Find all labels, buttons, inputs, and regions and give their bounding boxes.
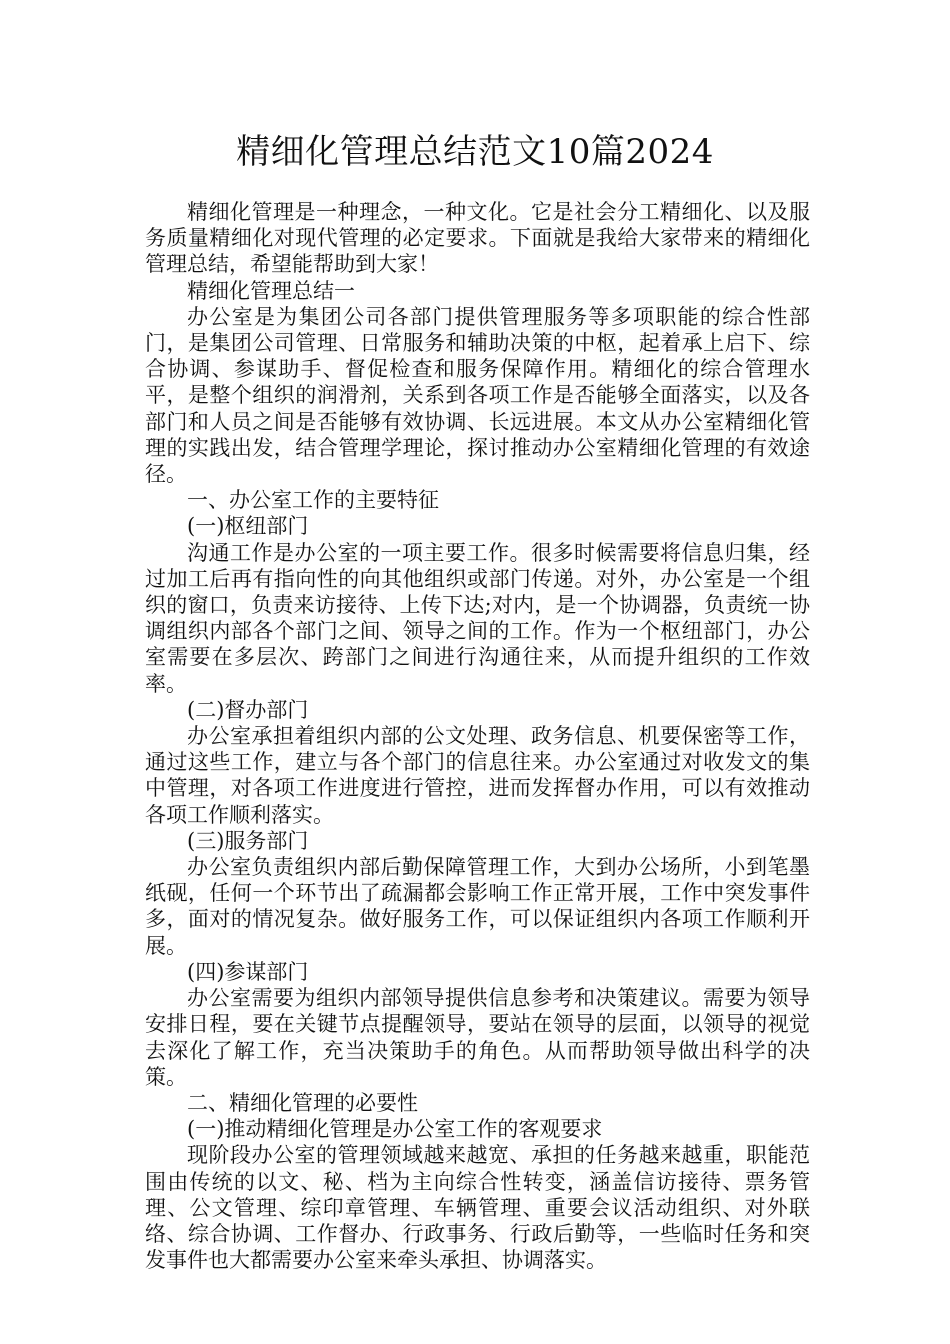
subsection-heading: (三)服务部门: [187, 828, 309, 853]
body-paragraph: 现阶段办公室的管理领域越来越宽、承担的任务越来越重，职能范围由传统的以文、秘、档为主向综合性转变，涵盖信访接待、票务管理、公文管理、综印章管理、车辆管理、重要会议活动组织、对外联络、综合协调、工作督办、行政事务、行政后勤等，一些临时任务和突发事件也大都需要办公室来牵头承担、协调落实。: [145, 1143, 810, 1273]
section-heading: 一、办公室工作的主要特征: [187, 488, 439, 513]
document-title: 精细化管理总结范文10篇2024: [236, 132, 714, 172]
document-body: [145, 199, 810, 1273]
subsection-heading: (一)推动精细化管理是办公室工作的客观要求: [187, 1117, 603, 1142]
intro-paragraph: 精细化管理是一种理念，一种文化。它是社会分工精细化、以及服务质量精细化对现代管理的必定要求。下面就是我给大家带来的精细化管理总结，希望能帮助到大家！: [145, 200, 810, 277]
subsection-heading: (四)参谋部门: [187, 959, 309, 984]
body-paragraph: 办公室负责组织内部后勤保障管理工作，大到办公场所，小到笔墨纸砚，任何一个环节出了疏漏都会影响工作正常开展，工作中突发事件多，面对的情况复杂。做好服务工作，可以保证组织内各项工作顺利开展。: [145, 855, 810, 958]
subsection-heading: (一)枢纽部门: [187, 514, 309, 539]
subsection-heading: (二)督办部门: [187, 697, 309, 722]
body-paragraph: 办公室需要为组织内部领导提供信息参考和决策建议。需要为领导安排日程，要在关键节点提醒领导，要站在领导的层面，以领导的视觉去深化了解工作，充当决策助手的角色。从而帮助领导做出科学的决策。: [145, 986, 810, 1089]
section-heading: 精细化管理总结一: [187, 278, 355, 303]
body-paragraph: 办公室是为集团公司各部门提供管理服务等多项职能的综合性部门，是集团公司管理、日常服务和辅助决策的中枢，起着承上启下、综合协调、参谋助手、督促检查和服务保障作用。精细化的综合管理水平，是整个组织的润滑剂，关系到各项工作是否能够全面落实，以及各部门和人员之间是否能够有效协调、长远进展。本文从办公室精细化管理的实践出发，结合管理学理论，探讨推动办公室精细化管理的有效途径。: [145, 304, 810, 487]
section-heading: 二、精细化管理的必要性: [187, 1090, 418, 1115]
body-paragraph: 沟通工作是办公室的一项主要工作。很多时候需要将信息归集，经过加工后再有指向性的向其他组织或部门传递。对外，办公室是一个组织的窗口，负责来访接待、上传下达;对内，是一个协调器，负责统一协调组织内部各个部门之间、领导之间的工作。作为一个枢纽部门，办公室需要在多层次、跨部门之间进行沟通往来，从而提升组织的工作效率。: [145, 540, 810, 696]
body-paragraph: 办公室承担着组织内部的公文处理、政务信息、机要保密等工作，通过这些工作，建立与各个部门的信息往来。办公室通过对收发文的集中管理，对各项工作进度进行管控，进而发挥督办作用，可以有效推动各项工作顺利落实。: [145, 724, 810, 827]
